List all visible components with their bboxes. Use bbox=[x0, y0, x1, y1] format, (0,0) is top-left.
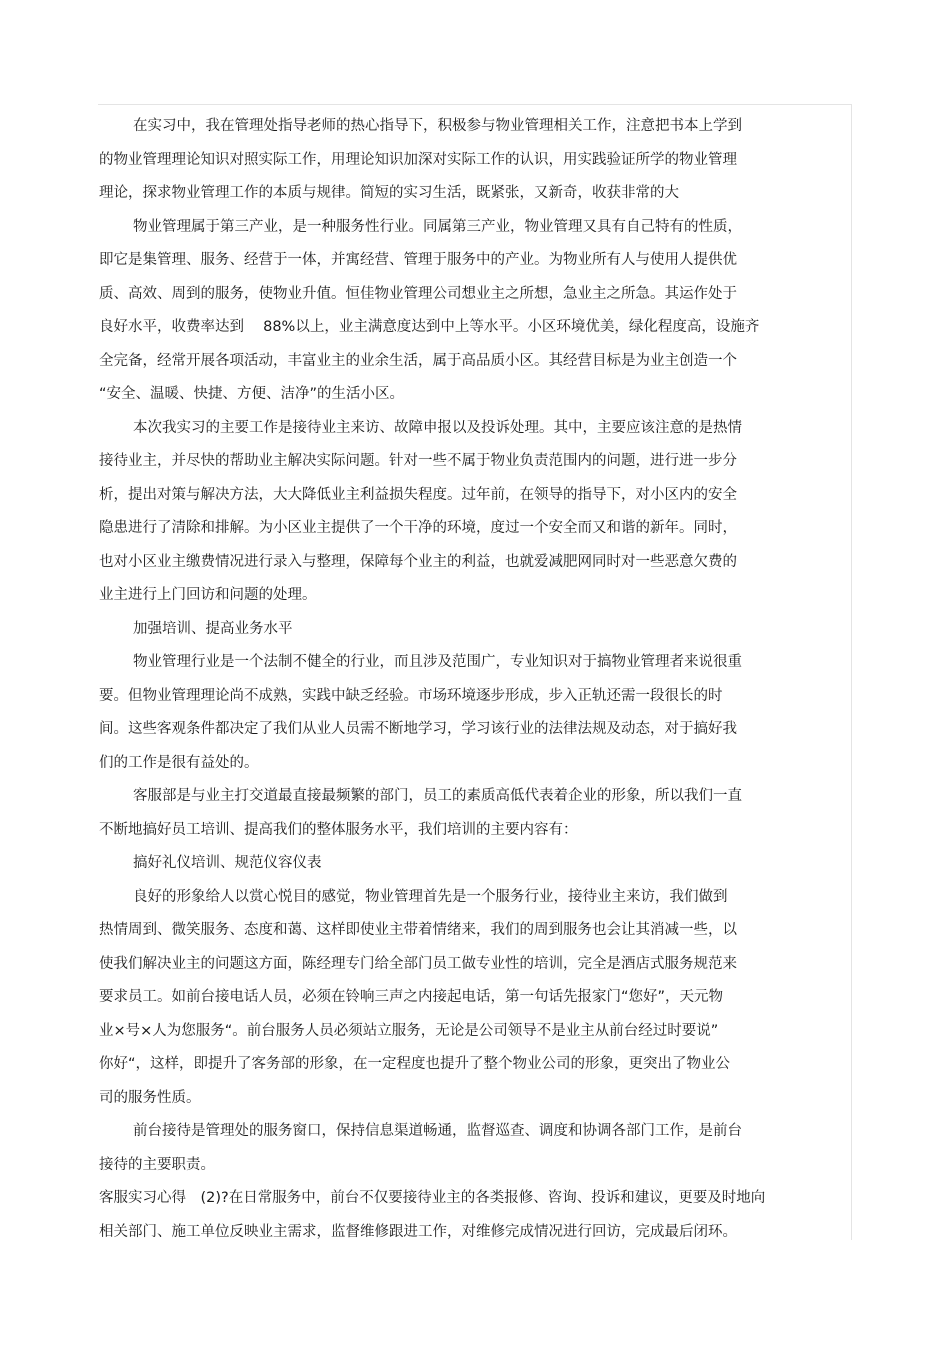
text-line: 要。但物业管理理论尚不成熟，实践中缺乏经验。市场环境逐步形成，步入正轨还需一段很长的时 bbox=[99, 687, 723, 704]
text-line: 司的服务性质。 bbox=[99, 1089, 201, 1106]
text-line: 良好的形象给人以赏心悦目的感觉，物业管理首先是一个服务行业，接待业主来访，我们做到 bbox=[133, 888, 728, 905]
text-line: 业×号×人为您服务“。前台服务人员必须站立服务，无论是公司领导不是业主从前台经过时要说” bbox=[99, 1022, 719, 1039]
text-line: 业主进行上门回访和问题的处理。 bbox=[99, 587, 317, 603]
text-line: 不断地搞好员工培训、提高我们的整体服务水平，我们培训的主要内容有： bbox=[99, 821, 578, 838]
text-line: 要求员工。如前台接电话人员，必须在铃响三声之内接起电话，第一句话先报家门“您好”，天元物 bbox=[99, 989, 724, 1005]
text-line: 全完备，经常开展各项活动，丰富业主的业余生活，属于高品质小区。其经营目标是为业主创造一个 bbox=[99, 352, 737, 369]
text-line: 物业管理属于第三产业，是一种服务性行业。同属第三产业，物业管理又具有自己特有的性质， bbox=[133, 218, 742, 235]
text-line: 即它是集管理、服务、经营于一体，并寓经营、管理于服务中的产业。为物业所有人与使用人提供优 bbox=[99, 252, 737, 268]
text-line: 本次我实习的主要工作是接待业主来访、故障申报以及投诉处理。其中，主要应该注意的是热情 bbox=[133, 419, 742, 436]
text-line: 理论，探求物业管理工作的本质与规律。简短的实习生活，既紧张，又新奇，收获非常的大 bbox=[99, 185, 679, 201]
text-line: 客服部是与业主打交道最直接最频繁的部门，员工的素质高低代表着企业的形象，所以我们一直 bbox=[133, 788, 742, 804]
text-line: 接待业主，并尽快的帮助业主解决实际问题。针对一些不属于物业负责范围内的问题，进行进一步分 bbox=[99, 453, 737, 469]
text-line: 良好水平，收费率达到 88%以上，业主满意度达到中上等水平。小区环境优美，绿化程度高，设施齐 bbox=[99, 319, 760, 335]
text-line: 在实习中，我在管理处指导老师的热心指导下，积极参与物业管理相关工作，注意把书本上学到 bbox=[133, 118, 742, 134]
text-line: 加强培训、提高业务水平 bbox=[133, 620, 293, 637]
text-line: “安全、温暖、快捷、方便、洁净”的生活小区。 bbox=[99, 386, 405, 402]
text-line: 你好“，这样，即提升了客务部的形象，在一定程度也提升了整个物业公司的形象，更突出了物业公 bbox=[99, 1056, 731, 1072]
text-line: 的物业管理理论知识对照实际工作，用理论知识加深对实际工作的认识，用实践验证所学的物业管理 bbox=[99, 151, 737, 168]
document-body bbox=[99, 110, 789, 1249]
text-line: 间。这些客观条件都决定了我们从业人员需不断地学习，学习该行业的法律法规及动态，对于搞好我 bbox=[99, 721, 737, 737]
text-line: 客服实习心得 (2)?在日常服务中，前台不仅要接待业主的各类报修、咨询、投诉和建议，更要及时地向 bbox=[99, 1190, 766, 1206]
text-line: 搞好礼仪培训、规范仪容仪表 bbox=[133, 855, 322, 871]
text-line: 析，提出对策与解决方法，大大降低业主利益损失程度。过年前，在领导的指导下，对小区内的安全 bbox=[99, 486, 737, 503]
text-line: 使我们解决业主的问题这方面，陈经理专门给全部门员工做专业性的培训，完全是酒店式服务规范来 bbox=[99, 955, 737, 972]
text-line: 物业管理行业是一个法制不健全的行业，而且涉及范围广，专业知识对于搞物业管理者来说很重 bbox=[133, 654, 742, 670]
text-line: 也对小区业主缴费情况进行录入与整理，保障每个业主的利益，也就爱减肥网同时对一些恶意欠费的 bbox=[99, 553, 737, 570]
text-line: 质、高效、周到的服务，使物业升值。恒佳物业管理公司想业主之所想，急业主之所急。其运作处于 bbox=[99, 285, 737, 302]
text-line: 们的工作是很有益处的。 bbox=[99, 754, 259, 771]
text-line: 相关部门、施工单位反映业主需求，监督维修跟进工作，对维修完成情况进行回访，完成最后闭环。 bbox=[99, 1223, 737, 1240]
text-line: 隐患进行了清除和排解。为小区业主提供了一个干净的环境，度过一个安全而又和谐的新年。同时， bbox=[99, 520, 737, 536]
text-line: 热情周到、微笑服务、态度和蔼、这样即使业主带着情绪来，我们的周到服务也会让其消减一些，以 bbox=[99, 922, 737, 938]
text-line: 接待的主要职责。 bbox=[99, 1156, 215, 1173]
text-line: 前台接待是管理处的服务窗口，保持信息渠道畅通，监督巡查、调度和协调各部门工作，是前台 bbox=[133, 1123, 742, 1139]
